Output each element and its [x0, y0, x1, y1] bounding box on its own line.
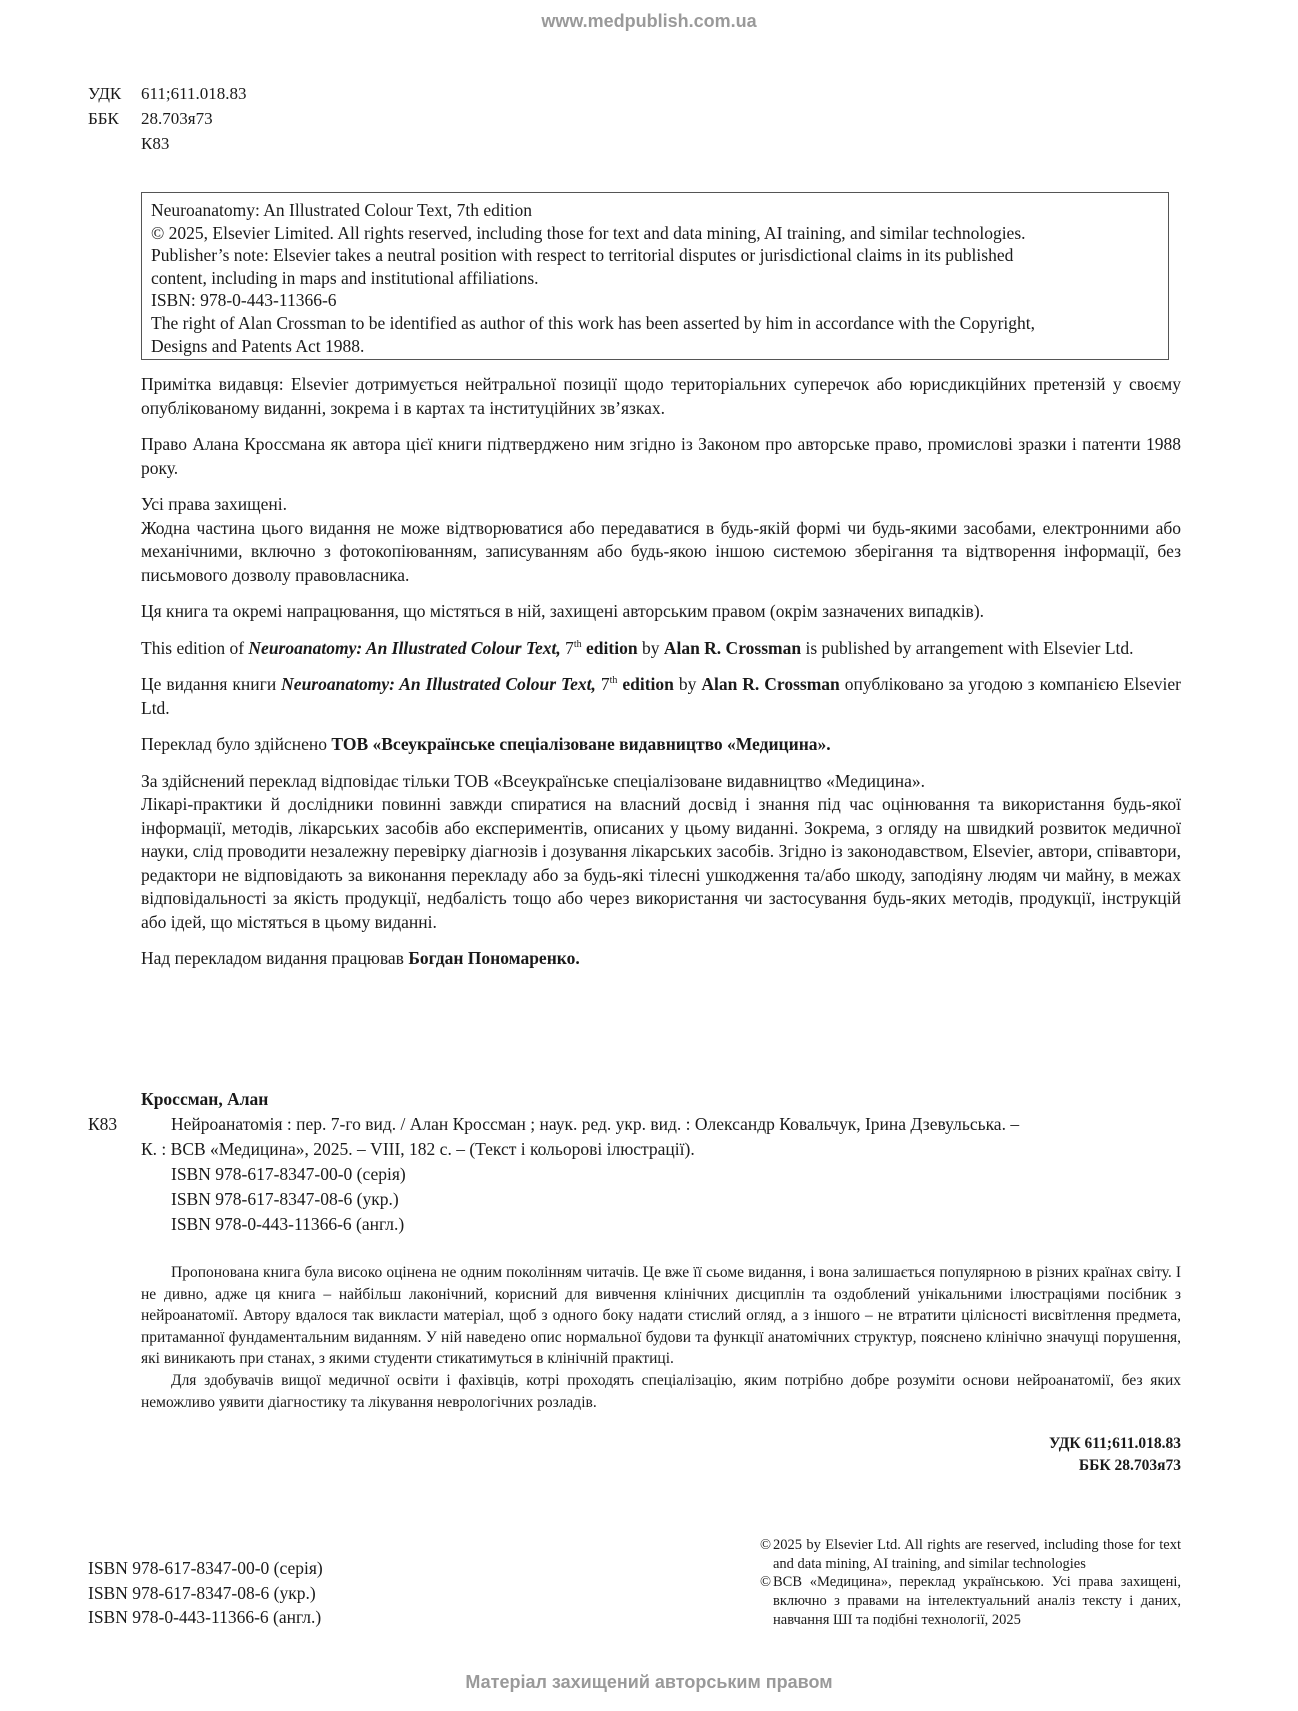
rights-title: Усі права захищені.: [141, 494, 287, 514]
superscript: th: [573, 638, 582, 650]
author-code-value: К83: [141, 134, 170, 153]
text: Над перекладом видання працював: [141, 948, 409, 968]
watermark-top-url[interactable]: www.medpublish.com.ua: [541, 11, 757, 31]
bbk-label: ББК: [88, 109, 119, 128]
responsibility-body: Лікарі-практики й дослідники повинні завжди спиратися на власний досвід і знання під час оцінювання та використання будь-якої інформації, методів, лікарських засобів або експериментів, описаних у цьому виданні. Зокрема, з огляду на швидкий розвиток медичної науки, слід проводити незалежну перевірку діагнозів і дозування лікарських засобів. Згідно із законодавством, Elsevier, автори, співавтори, редактори не відповідають за виконання перекладу або за будь-які тілесні ушкодження та/або шкоду, заподіяну людям чи майну, в межах відповідальності за якість продукції, недбалість тощо або через використання чи застосування будь-яких методів, продукції, інструкцій або ідей, що містяться в цьому виданні.: [141, 794, 1181, 932]
text: by: [673, 674, 702, 694]
bbk-row: [88, 106, 246, 131]
translator-name: Богдан Пономаренко.: [408, 948, 580, 968]
edition-label: edition: [617, 674, 674, 694]
bib-author: Кроссман, Алан: [141, 1089, 269, 1109]
author-right-ua: Право Алана Кроссмана як автора цієї книги підтверджено ним згідно із Законом про авторське право, промислові зразки і патенти 1988 року.: [141, 434, 1181, 478]
author-code-label: [88, 131, 141, 156]
publisher-note-ua: Примітка видавця: Elsevier дотримується нейтральної позиції щодо територіальних суперечок або юрисдикційних претензій у своєму опублікованому виданні, зокрема і в картах та інституційних зв’язках.: [141, 374, 1181, 418]
original-edition-box: [141, 192, 1169, 360]
annotation-classification: [1049, 1433, 1181, 1477]
edition-note-ua: [141, 673, 1181, 720]
text: Це видання книги: [141, 674, 282, 694]
author-code-row: [88, 131, 246, 156]
bib-isbn-en: ISBN 978-0-443-11366-6 (англ.): [171, 1214, 405, 1234]
bib-isbn-series: ISBN 978-617-8347-00-0 (серія): [171, 1164, 406, 1184]
text: This edition of: [141, 637, 249, 658]
original-publisher-note-1: Publisher’s note: Elsevier takes a neutral position with respect to territorial disputes or jurisdictional claims in its published: [151, 245, 1014, 266]
author-name: Alan R. Crossman: [701, 674, 840, 694]
text: 7: [560, 637, 574, 658]
author-name: Alan R. Crossman: [663, 637, 802, 658]
bbk-value: 28.703я73: [141, 109, 213, 128]
original-author-right-2: Designs and Patents Act 1988.: [151, 335, 365, 356]
original-author-right-1: The right of Alan Crossman to be identified as author of this work has been asserted by him in accordance with the Copyright,: [151, 312, 1036, 333]
text: Переклад було здійснено: [141, 734, 332, 754]
publisher-name: ТОВ «Всеукраїнське спеціалізоване видавництво «Медицина».: [331, 734, 831, 754]
book-title: Neuroanatomy: An Illustrated Colour Text,: [281, 674, 596, 694]
main-legal-text: [141, 373, 1181, 984]
text: by: [637, 637, 664, 658]
copyright-medytsyna: [760, 1573, 1181, 1629]
annotation-bbk: ББК 28.703я73: [1078, 1457, 1181, 1474]
copyright-elsevier-text: 2025 by Elsevier Ltd. All rights are reserved, including those for text and data mining, AI training, and similar technologies: [773, 1537, 1181, 1572]
text: is published by arrangement with Elsevier Ltd.: [801, 637, 1134, 658]
annotation-udc: УДК 611;611.018.83: [1048, 1435, 1181, 1452]
copyright-icon: ©: [760, 1574, 772, 1591]
watermark-bottom-copyright: Матеріал захищений авторським правом: [465, 1672, 833, 1692]
bib-line-1: Нейроанатомія : пер. 7-го вид. / Алан Кроссман ; наук. ред. укр. вид. : Олександр Ковальчук, Ірина Дзевульська. –: [171, 1114, 1020, 1134]
translation-note: [141, 733, 1181, 757]
original-publisher-note-2: content, including in maps and institutional affiliations.: [151, 267, 539, 288]
responsibility-block: [141, 770, 1181, 935]
edition-note-en: [141, 637, 1181, 661]
book-title: Neuroanatomy: An Illustrated Colour Text,: [248, 637, 561, 658]
bib-entry: [88, 1112, 1181, 1137]
bibliographic-record: [88, 1087, 1181, 1237]
original-title: Neuroanatomy: An Illustrated Colour Text, 7th edition: [151, 200, 532, 220]
footer-isbn-ua: ISBN 978-617-8347-08-6 (укр.): [88, 1582, 316, 1603]
original-isbn: ISBN: 978-0-443-11366-6: [151, 290, 337, 311]
edition-label: edition: [581, 637, 638, 658]
original-copyright: © 2025, Elsevier Limited. All rights reserved, including those for text and data mining, AI training, and similar technologies.: [151, 222, 1026, 243]
copyright-medytsyna-text: ВСВ «Медицина», переклад українською. Усі права захищені, включно з правами на інтелектуальний аналіз тексту і даних, навчання ШІ та подібні технології, 2025: [773, 1574, 1181, 1628]
rights-block: [141, 493, 1181, 587]
udc-row: [88, 81, 246, 106]
copyright-icon: ©: [760, 1537, 772, 1553]
bib-isbn-ua: ISBN 978-617-8347-08-6 (укр.): [171, 1189, 399, 1209]
footer-copyrights: [760, 1536, 1181, 1630]
annotation-paragraph-1: Пропонована книга була високо оцінена не одним поколінням читачів. Це вже її сьоме видання, і вона залишається популярною в різних країнах світу. І не дивно, адже ця книга – найбільш лаконічний, корисний для вивчення клінічних дисциплін та оздоблений унікальними ілюстраціями посібник з нейроанатомії. Автору вдалося так викласти матеріал, щоб з одного боку надати стислий огляд, а з іншого – не втратити цілісності висвітлення предмета, притаманної фундаментальним виданням. У ній наведено опис нормальної будови та функції анатомічних структур, пояснено клінічно значущі порушення, які виникають при станах, з якими студенти стикатимуться в клінічній практиці.: [141, 1264, 1181, 1368]
rights-body: Жодна частина цього видання не може відтворюватися або передаватися в будь-якій формі чи будь-якими засобами, електронними або механічними, включно з фотокопіюванням, записуванням або будь-якою іншою системою зберігання та відтворення інформації, без письмового дозволу правовласника.: [141, 517, 1181, 585]
footer-isbn-series: ISBN 978-617-8347-00-0 (серія): [88, 1558, 323, 1578]
footer-isbn-list: [88, 1556, 323, 1630]
udc-value: 611;611.018.83: [141, 84, 247, 103]
annotation-paragraph-2: Для здобувачів вищої медичної освіти і фахівців, котрі проходять спеціалізацію, яким потрібно добре розуміти основи нейроанатомії, без яких неможливо уявити діагностику та лікування неврологічних розладів.: [141, 1371, 1181, 1411]
bib-line-2: К. : ВСВ «Медицина», 2025. – VIII, 182 с. – (Текст і кольорові ілюстрації).: [141, 1139, 695, 1159]
superscript: th: [609, 675, 618, 687]
responsibility-line: За здійснений переклад відповідає тільки ТОВ «Всеукраїнське спеціалізоване видавництво «Медицина».: [141, 770, 926, 791]
copyright-note: Ця книга та окремі напрацювання, що містяться в ній, захищені авторським правом (окрім зазначених випадків).: [141, 601, 985, 621]
udc-label: УДК: [88, 84, 122, 103]
footer-isbn-en: ISBN 978-0-443-11366-6 (англ.): [88, 1607, 322, 1627]
translator-note: [141, 947, 1181, 971]
classification-block: [88, 81, 246, 156]
text: 7: [595, 674, 610, 694]
copyright-elsevier: [760, 1536, 1181, 1573]
annotation: [141, 1262, 1181, 1413]
text: опубліковано за угодою з компанією Elsevier Ltd.: [141, 674, 1181, 718]
bib-code: К83: [88, 1114, 118, 1134]
